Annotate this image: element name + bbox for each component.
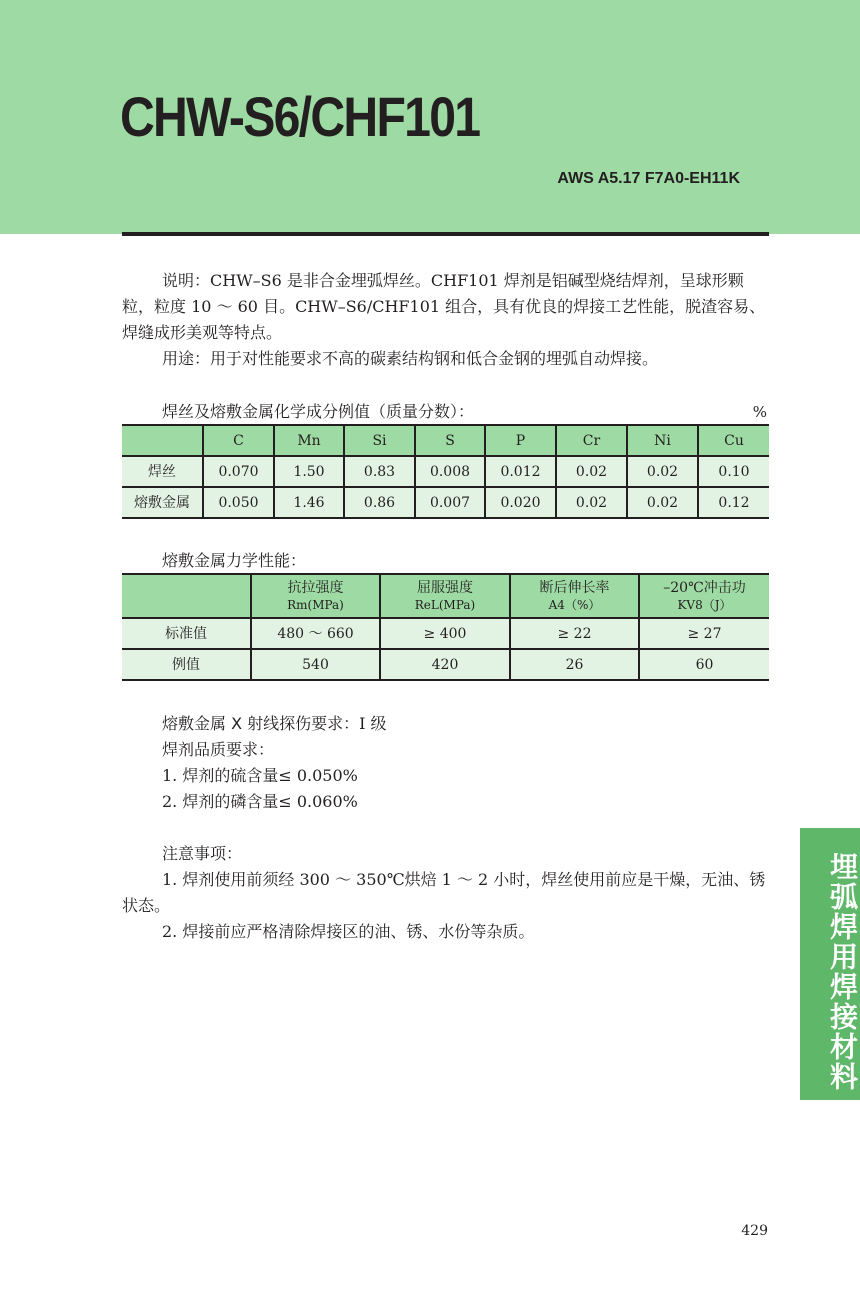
table-row — [122, 649, 769, 680]
column-header — [380, 574, 510, 618]
notes-heading: 注意事项： — [162, 844, 243, 863]
table-cell: 0.050 — [203, 487, 274, 518]
column-header — [510, 574, 639, 618]
list-item: 1. 焊剂使用前须经 300 ～ 350℃烘焙 1 ～ 2 小时，焊丝使用前应是干燥，无油、锈状态。 — [122, 870, 766, 915]
mechanical-heading: 熔敷金属力学性能： — [162, 551, 307, 570]
column-header-name: 屈服强度 — [417, 580, 473, 596]
table-row — [122, 618, 769, 649]
table-cell: 0.020 — [485, 487, 556, 518]
table-cell: ≥ 400 — [380, 618, 510, 649]
usage-label: 用途： — [162, 349, 211, 368]
mechanical-table — [122, 573, 769, 681]
page-title: CHW-S6/CHF101 — [120, 85, 480, 148]
table-cell: 0.008 — [415, 456, 485, 487]
table-cell: 480 ～ 660 — [251, 618, 380, 649]
chemistry-unit: % — [752, 403, 767, 421]
table-row — [122, 487, 769, 518]
page-number: 429 — [741, 1223, 768, 1239]
table-row — [122, 456, 769, 487]
column-header: Si — [344, 425, 415, 456]
list-item: 1. 焊剂的硫含量≤ 0.050% — [162, 766, 358, 785]
chemistry-header-row — [122, 425, 769, 456]
table-cell: 1.50 — [274, 456, 344, 487]
description-text: CHW–S6 是非合金埋弧焊丝。CHF101 焊剂是铝碱型烧结焊剂，呈球形颗粒，粒度 10 ～ 60 目。CHW–S6/CHF101 组合，具有优良的焊接工艺性能，脱渣容易、焊缝成形美观等特点。 — [122, 271, 766, 342]
row-label: 标准值 — [122, 618, 251, 649]
section-side-tab: 埋弧焊用焊接材料 — [800, 828, 860, 1100]
header-band — [0, 0, 860, 234]
table-cell: 0.10 — [698, 456, 769, 487]
column-header: Cu — [698, 425, 769, 456]
column-header-unit: A4（%） — [548, 598, 601, 612]
flux-quality-heading: 焊剂品质要求： — [162, 740, 275, 759]
table-cell: 60 — [639, 649, 769, 680]
table-cell: 0.070 — [203, 456, 274, 487]
table-cell: 0.012 — [485, 456, 556, 487]
table-corner-cell — [122, 425, 203, 456]
row-label: 焊丝 — [122, 456, 203, 487]
column-header: Mn — [274, 425, 344, 456]
column-header — [251, 574, 380, 618]
table-cell: 540 — [251, 649, 380, 680]
table-cell: 0.02 — [627, 487, 698, 518]
xray-requirement — [122, 711, 769, 737]
column-header-unit: ReL(MPa) — [414, 598, 476, 612]
column-header-unit: Rm(MPa) — [287, 598, 344, 612]
table-cell: ≥ 27 — [639, 618, 769, 649]
list-item: 2. 焊剂的磷含量≤ 0.060% — [162, 792, 358, 811]
table-cell: 0.02 — [556, 487, 627, 518]
table-cell: 1.46 — [274, 487, 344, 518]
table-cell: 0.02 — [627, 456, 698, 487]
row-label: 例值 — [122, 649, 251, 680]
column-header-unit: KV8（J） — [677, 598, 732, 612]
standard-classification: AWS A5.17 F7A0-EH11K — [557, 170, 740, 187]
list-item: 2. 焊接前应严格清除焊接区的油、锈、水份等杂质。 — [162, 922, 535, 941]
column-header: Cr — [556, 425, 627, 456]
table-cell: 0.007 — [415, 487, 485, 518]
row-label: 熔敷金属 — [122, 487, 203, 518]
description-label: 说明： — [162, 271, 211, 290]
mechanical-header-row — [122, 574, 769, 618]
table-corner-cell — [122, 574, 251, 618]
main-content — [122, 268, 769, 945]
table-cell: 26 — [510, 649, 639, 680]
table-cell: ≥ 22 — [510, 618, 639, 649]
table-cell: 0.12 — [698, 487, 769, 518]
column-header — [639, 574, 769, 618]
column-header: C — [203, 425, 274, 456]
xray-value: I 级 — [359, 714, 387, 733]
usage-text: 用于对性能要求不高的碳素结构钢和低合金钢的埋弧自动焊接。 — [210, 349, 659, 368]
column-header: Ni — [627, 425, 698, 456]
chemistry-heading — [122, 400, 769, 424]
column-header: P — [485, 425, 556, 456]
column-header: S — [415, 425, 485, 456]
description-paragraph — [122, 268, 769, 346]
column-header-name: 断后伸长率 — [539, 580, 610, 596]
chemistry-table — [122, 424, 769, 519]
usage-paragraph — [122, 346, 769, 372]
table-cell: 420 — [380, 649, 510, 680]
table-cell: 0.83 — [344, 456, 415, 487]
table-cell: 0.86 — [344, 487, 415, 518]
xray-label: 熔敷金属 X 射线探伤要求： — [162, 714, 360, 733]
table-cell: 0.02 — [556, 456, 627, 487]
chemistry-heading-text: 焊丝及熔敷金属化学成分例值（质量分数）： — [162, 402, 475, 421]
column-header-name: –20℃冲击功 — [663, 580, 746, 596]
column-header-name: 抗拉强度 — [287, 580, 344, 596]
header-rule — [122, 232, 769, 236]
